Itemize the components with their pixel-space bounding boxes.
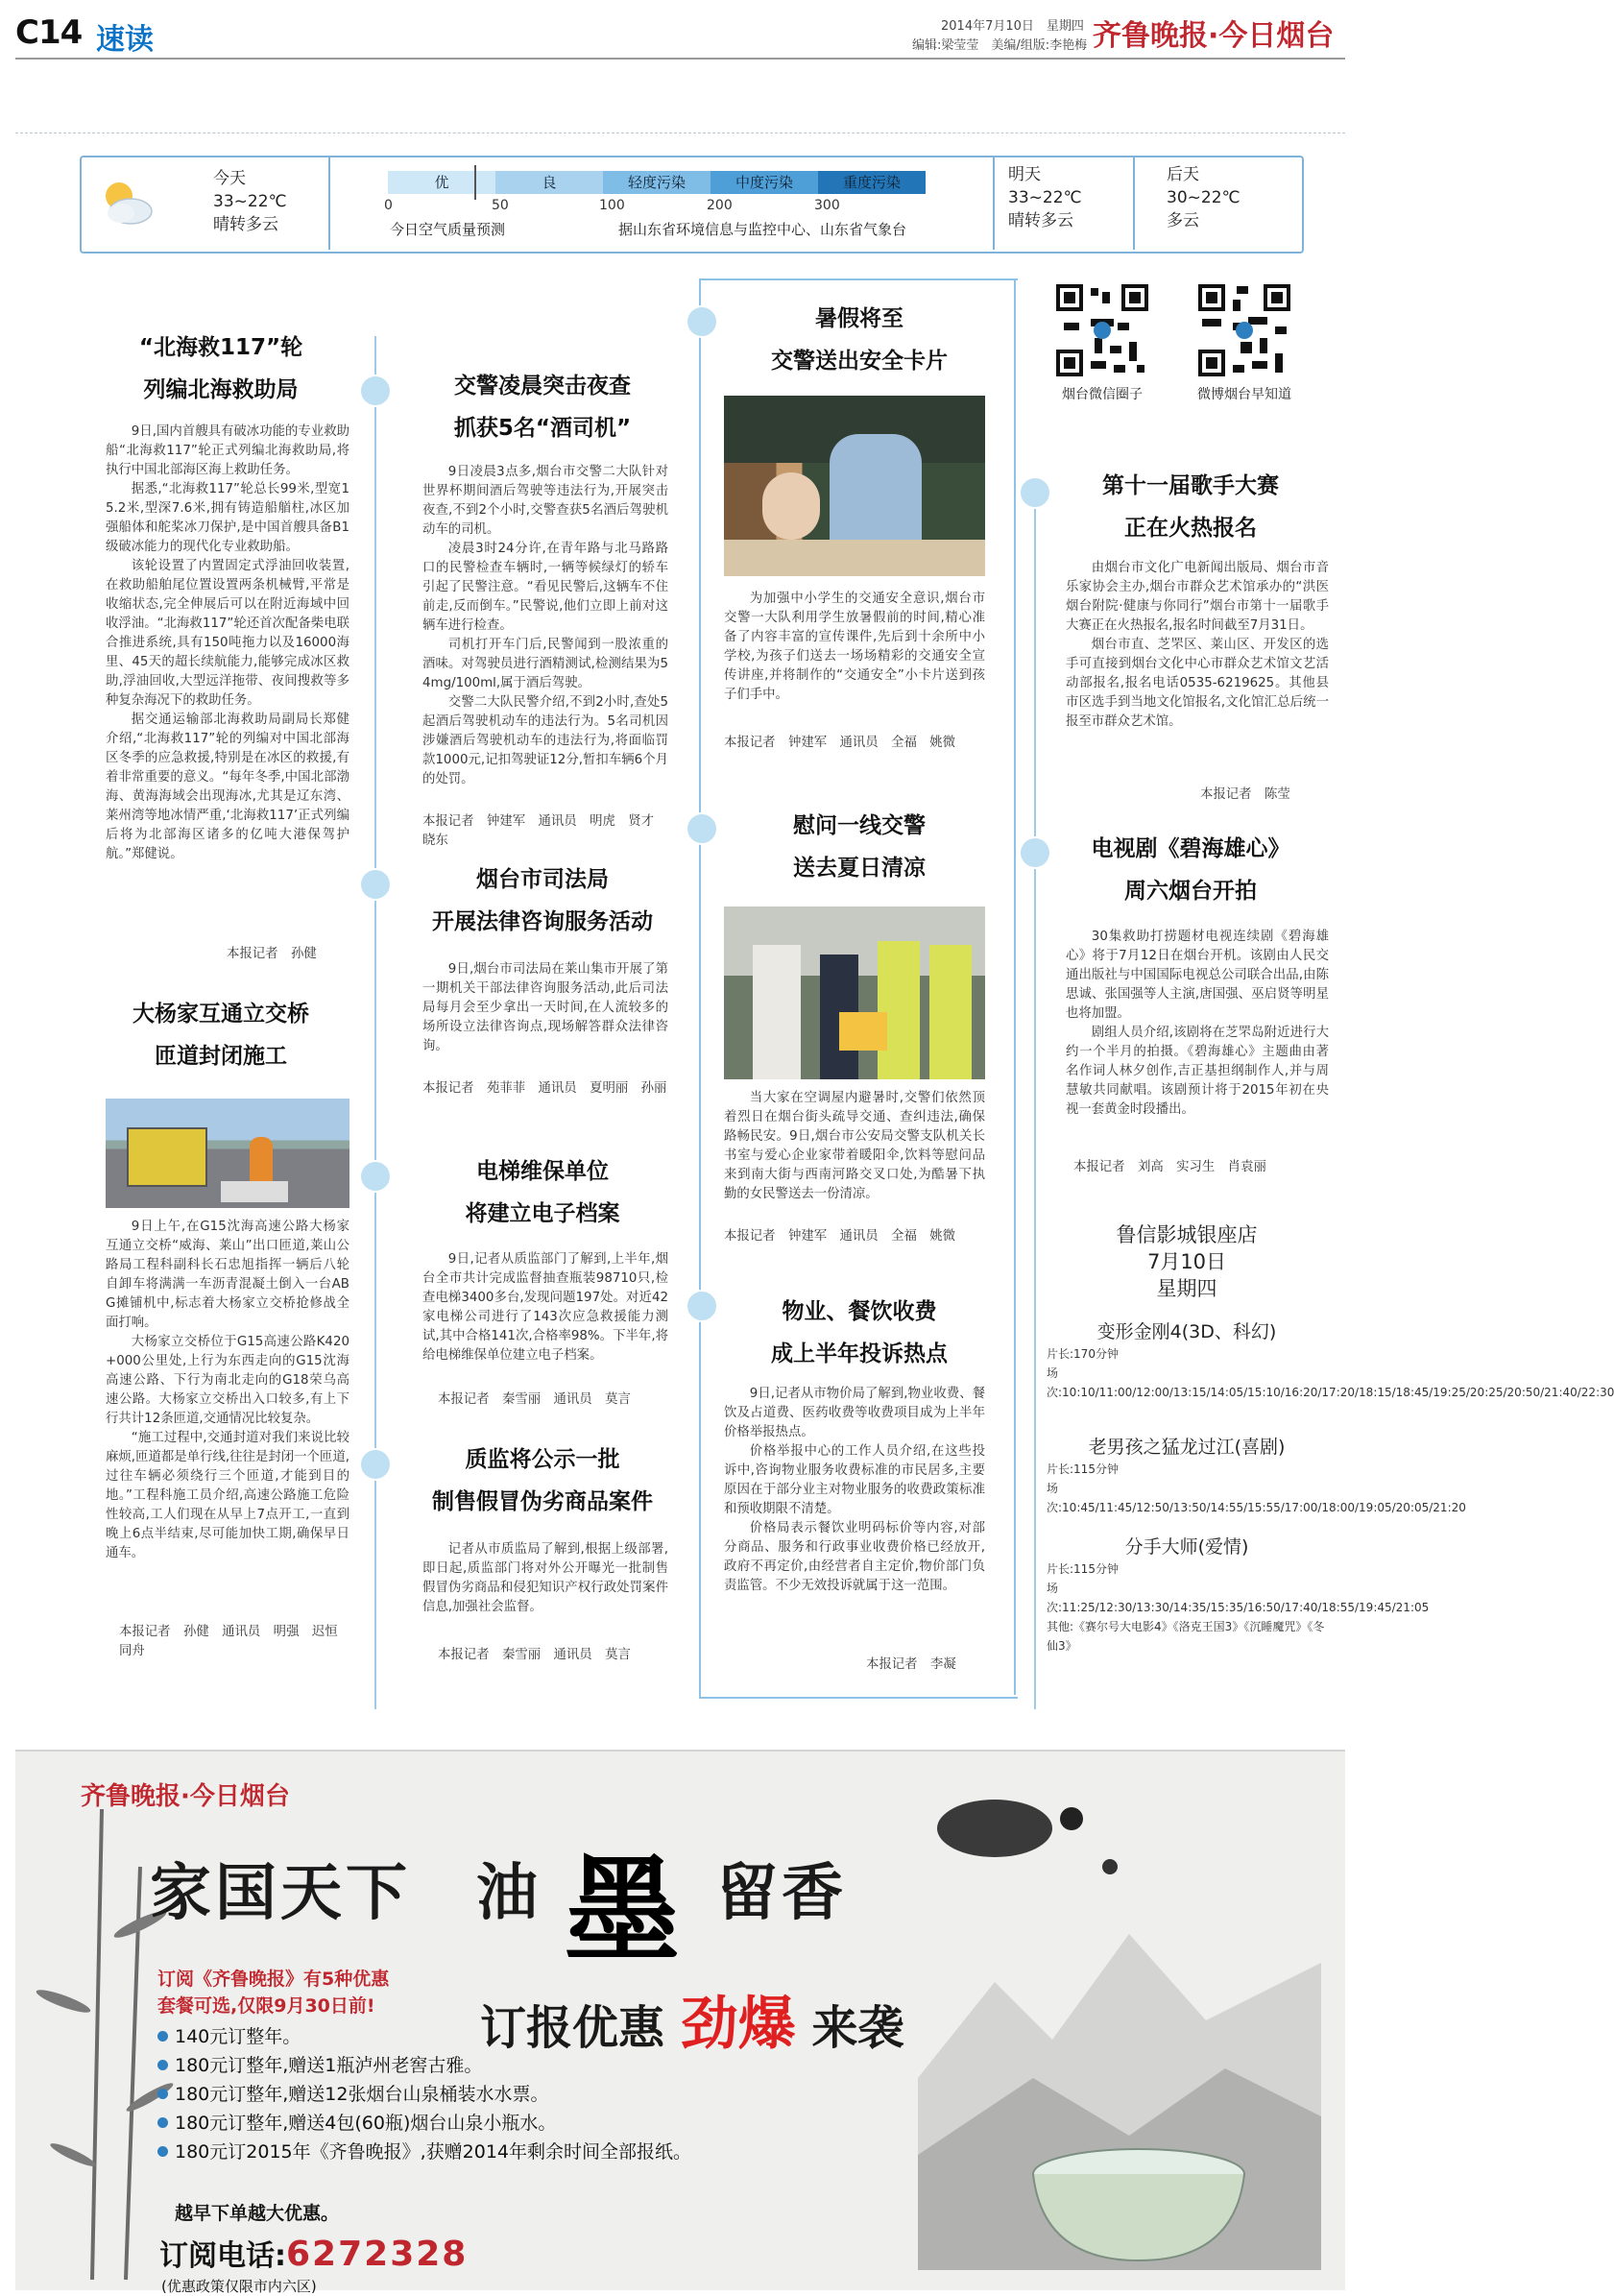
gift-box-shape (839, 1012, 887, 1051)
desk-shape (724, 540, 985, 576)
ad-early-note: 越早下单越大优惠。 (175, 2203, 340, 2224)
timeline-dot (686, 1290, 718, 1322)
timeline-line (374, 336, 376, 1709)
aqi-tick-label: 0 (384, 198, 393, 213)
ad-headline-mo: 墨 (565, 1843, 680, 1978)
aqi-tick-label: 50 (492, 198, 509, 213)
weather-today-text: 今天 33~22℃ 晴转多云 (213, 169, 287, 234)
timeline-dot (686, 812, 718, 845)
aqi-tick-label: 100 (599, 198, 625, 213)
byline: 本报记者 钟建军 通讯员 全福 姚微 (724, 1229, 956, 1244)
qr-caption: 微博烟台早知道 (1197, 387, 1291, 402)
timeline-dot (359, 868, 392, 901)
list-item: 180元订整年,赠送1瓶泸州老窖古雅。 (157, 2051, 691, 2080)
timeline-dot (686, 305, 718, 338)
article-body: 记者从市质监局了解到,根据上级部署,即日起,质监部门将对外公开曝光一批制售假冒伪劣商品和侵犯知识产权行政处罚案件信息,加强社会监督。 (422, 1542, 668, 1614)
column-bracket-top (699, 278, 1016, 280)
ad-subtitle: 套餐可选,仅限9月30日前! (157, 1995, 375, 2017)
column-bracket-right (1014, 278, 1016, 1695)
ad-phone: 订阅电话:6272328 (159, 2235, 469, 2274)
header-dashed-rule (15, 133, 1345, 134)
byline: 本报记者 孙健 (227, 947, 317, 961)
qr-caption: 烟台微信圈子 (1062, 387, 1143, 402)
section-title: 速读 (96, 23, 154, 57)
aqi-level-segment: 重度污染 (818, 171, 926, 194)
weather-tomorrow: 明天 33~22℃ 晴转多云 (1008, 165, 1082, 230)
weather-after-tomorrow: 后天 30~22℃ 多云 (1167, 165, 1241, 230)
byline: 本报记者 秦雪丽 通讯员 莫言 (438, 1648, 631, 1662)
film-schedule: 片长:115分钟 场次:11:25/12:30/13:30/14:35/15:35/16:50/17:40/18:55/19:45/21:05 其他:《赛尔号大电影4》《洛克王国3》《沉睡魔咒》《冬仙3》 (1047, 1562, 1430, 1653)
cinema-date: 7月10日 (1146, 1250, 1227, 1273)
aqi-level-segment: 中度污染 (711, 171, 818, 194)
aqi-level-segment: 良 (495, 171, 603, 194)
sun-cloud-icon (96, 173, 154, 230)
ad-headline-end: 留香 (716, 1858, 847, 1929)
article-body: 9日,记者从市物价局了解到,物业收费、餐饮及占道费、医药收费等收费项目成为上半年价格举报热点。 价格举报中心的工作人员介绍,在这些投诉中,咨询物业服务收费标准的市民居多,主要原因在于部分业主对物业服务的收费政策标准和预收期限不清楚。 价格局表示餐饮业明码标价等内容,对部分商品、服务和行政事业收费价格已经放开,政府不再定价,由经营者自主定价,物价部门负责监管。不少无效投诉就属于这一范围。 (724, 1387, 985, 1593)
newspaper-logo: 齐鲁晚报·今日烟台 (1093, 19, 1335, 53)
byline: 本报记者 李凝 (866, 1657, 956, 1672)
aqi-scale-ticks (384, 198, 926, 215)
police-visit-photo (724, 906, 985, 1079)
film-schedule: 片长:170分钟 场次:10:10/11:00/12:00/13:15/14:05/15:10/16:20/17:20/18:15/18:45/19:25/20:25/20:50/21:40/22:30 (1047, 1347, 1614, 1399)
ad-offer-line: 订报优惠 劲爆 来袭 (480, 1991, 904, 2058)
road-construction-photo (106, 1099, 349, 1208)
aqi-scale-bar (388, 171, 926, 194)
headline: 电视剧《碧海雄心》 周六烟台开拍 (1091, 836, 1290, 904)
aqi-note: 今日空气质量预测 (390, 221, 506, 238)
article-body: 9日,记者从质监部门了解到,上半年,烟台全市共计完成监督抽查瓶装98710只,检查电梯3400多台,发现问题197处。对近42家电梯公司进行了143次应急救援能力测试,其中合格141次,合格率98%。下半年,将给电梯维保单位建立电子档案。 (422, 1252, 668, 1363)
ad-offer-list (157, 2022, 691, 2166)
ad-logo: 齐鲁晚报·今日烟台 (81, 1782, 290, 1811)
traffic-police-classroom-photo (724, 396, 985, 576)
article-body: 由烟台市文化广电新闻出版局、烟台市音乐家协会主办,烟台市群众艺术馆承办的“洪医烟台附院·健康与你同行”烟台市第十一届歌手大赛正在火热报名,报名时间截至7月31日。 烟台市直、芝罘区、莱山区、开发区的选手可直接到烟台文化中心市群众艺术馆文艺活动部报名,报名电话0535-6219625。其他县市区选手到当地文化馆报名,文化馆汇总后统一报至市群众艺术馆。 (1066, 561, 1329, 729)
film-title: 老男孩之猛龙过江(喜剧) (1088, 1437, 1286, 1458)
article-body: 9日,烟台市司法局在莱山集市开展了第一期机关干部法律咨询服务活动,此后司法局每月会至少拿出一天时间,在人流较多的场所设立法律咨询点,现场解答群众法律咨询。 (422, 962, 668, 1053)
headline: 烟台市司法局 开展法律咨询服务活动 (432, 867, 653, 934)
cinema-name: 鲁信影城银座店 (1116, 1223, 1258, 1246)
timeline-dot (359, 375, 392, 407)
byline: 本报记者 孙健 通讯员 明强 迟恒 同舟 (119, 1625, 351, 1658)
timeline-line (1034, 480, 1036, 1709)
police-vest-shape (929, 945, 972, 1079)
child-shape (762, 472, 820, 540)
ink-landscape (918, 1790, 1321, 2270)
list-item: 180元订整年,赠送4包(60瓶)烟台山泉小瓶水。 (157, 2109, 691, 2138)
timeline-dot (1019, 476, 1051, 509)
aqi-tick-label: 300 (814, 198, 840, 213)
article-body: 30集救助打捞题材电视连续剧《碧海雄心》将于7月12日在烟台开机。该剧由人民交通出版社与中国国际电视总公司联合出品,由陈思诚、张国强等人主演,唐国强、巫启贤等明星也将加盟。 剧组人员介绍,该剧将在芝罘岛附近进行大约一个半月的拍摄。《碧海雄心》主题曲由著名作词人林夕创作,吉正基担纲制作人,并与周慧敏共同献唱。该剧预计将于2015年初在央视一套黄金时段播出。 (1066, 930, 1329, 1117)
editors-line: 编辑:梁莹莹 美编/组版:李艳梅 (912, 38, 1088, 53)
headline: 交警凌晨突击夜查 抓获5名“酒司机” (453, 374, 632, 441)
truck-shape (127, 1127, 207, 1187)
byline: 本报记者 秦雪丽 通讯员 莫言 (438, 1392, 631, 1407)
article-body: 为加强中小学生的交通安全意识,烟台市交警一大队利用学生放暑假前的时间,精心准备了内容丰富的宣传课件,先后到十余所中小学校,为孩子们送去一场场精彩的交通安全宣传讲座,并将制作的“交通安全”小卡片送到孩子们手中。 (724, 592, 985, 702)
byline: 本报记者 陈莹 (1200, 787, 1290, 802)
aqi-forecast (328, 156, 995, 250)
aqi-tick-label: 200 (707, 198, 733, 213)
article-body: 9日凌晨3点多,烟台市交警二大队针对世界杯期间酒后驾驶等违法行为,开展突击夜查,不到2个小时,交警查获5名酒后驾驶机动车的司机。 凌晨3时24分许,在青年路与北马路路口的民警检查车辆时,一辆等候绿灯的轿车引起了民警注意。“看见民警后,这辆车不住前走,反而倒车。”民警说,他们立即上前对这辆车进行检查。 司机打开车门后,民警闻到一股浓重的酒味。对驾驶员进行酒精测试,检测结果为54mg/100ml,属于酒后驾驶。 交警二大队民警介绍,不到2小时,查处5起酒后驾驶机动车的违法行为。5名司机因涉嫌酒后驾驶机动车的违法行为,将面临罚款1000元,记扣驾驶证12分,暂扣车辆6个月的处罚。 (422, 465, 668, 786)
list-item: 180元订整年,赠送12张烟台山泉桶装水水票。 (157, 2080, 691, 2109)
ad-subtitle: 订阅《齐鲁晚报》有5种优惠 (157, 1969, 390, 1990)
headline: 慰问一线交警 送去夏日清凉 (793, 813, 926, 881)
timeline-dot (1019, 836, 1051, 869)
issue-date: 2014年7月10日 星期四 (941, 19, 1084, 34)
page-number: C14 (15, 13, 83, 52)
list-item: 140元订整年。 (157, 2022, 691, 2051)
ad-headline: 家国天下 油 (150, 1858, 542, 1929)
headline: 第十一届歌手大赛 正在火热报名 (1102, 473, 1279, 541)
weather-today (96, 163, 326, 240)
headline: 电梯维保单位 将建立电子档案 (465, 1159, 620, 1226)
timeline-dot (359, 1448, 392, 1481)
film-title: 变形金刚4(3D、科幻) (1096, 1321, 1277, 1342)
wechat-qr-code (1056, 284, 1148, 376)
aqi-source: 据山东省环境信息与监控中心、山东省气象台 (618, 221, 907, 238)
byline: 本报记者 刘高 实习生 肖袁丽 (1073, 1160, 1266, 1174)
subscription-ad (15, 1750, 1345, 2295)
article-body: 当大家在空调屋内避暑时,交警们依然顶着烈日在烟台街头疏导交通、查纠违法,确保路畅民安。9日,烟台市公安局交警支队机关长书室与爱心企业家带着暖阳伞,饮料等慰问品来到南大街与西南河路交叉口处,为酷暑下执勤的女民警送去一份清凉。 (724, 1091, 985, 1201)
article-body: 9日,国内首艘具有破冰功能的专业救助船“北海救117”轮正式列编北海救助局,将执行中国北部海区海上救助任务。 据悉,“北海救117”轮总长99米,型宽15.2米,型深7.6米,拥有铸造船艏柱,冰区加强船体和舵桨冰刀保护,是中国首艘具备B1级破冰能力的现代化专业救助船。 该轮设置了内置固定式浮油回收装置,在救助船舶尾位置设置两条机械臂,平常是收缩状态,完全伸展后可以在附近海域中回收浮油。“北海救117”轮还首次配备柴电联合推进系统,具有150吨拖力以及16000海里、45天的超长续航能力,能够完成冰区救助,浮油回收,大型远洋拖带、夜间搜救等多种复杂海况下的救助任务。 据交通运输部北海救助局副局长郑健介绍,“北海救117”轮的列编对中国北部海区冬季的应急救援,特别是在冰区的救援,有着非常重要的意义。“每年冬季,中国北部渤海、黄海海域会出现海冰,尤其是辽东湾、莱州湾等地冰情严重,‘北海救117’正式列编后将为北部海区诸多的亿吨大港保驾护航。”郑健说。 (106, 424, 349, 861)
person-shape (753, 945, 801, 1079)
headline: 大杨家互通立交桥 匝道封闭施工 (132, 1002, 309, 1069)
cinema-weekday: 星期四 (1156, 1277, 1217, 1300)
headline: “北海救117”轮 列编北海救助局 (138, 335, 303, 402)
header-rule (15, 58, 1345, 60)
weibo-qr-code (1198, 284, 1290, 376)
article-body: 9日上午,在G15沈海高速公路大杨家互通立交桥“威海、莱山”出口匝道,莱山公路局工程科副科长石忠旭指挥一辆后八轮自卸车将满满一车沥青混凝土倒入一台ABG摊铺机中,标志着大杨家立交桥抢修战全面打响。 大杨家立交桥位于G15高速公路K420+000公里处,上行为东西走向的G15沈海高速公路、下行为南北走向的G18荣乌高速公路。大杨家立交桥出入口较多,有上下行共计12条匝道,交通情况比较复杂。 “施工过程中,交通封道对我们来说比较麻烦,匝道都是单行线,往往是封闭一个匝道,过往车辆必须绕行三个匝道,才能到目的地。”工程科施工员介绍,高速公路施工危险性较高,工人们现在从早上7点开工,一直到晚上6点半结束,尽可能加快工期,确保早日通车。 (106, 1220, 349, 1560)
film-title: 分手大师(爱情) (1124, 1536, 1249, 1558)
timeline-dot (359, 1160, 392, 1193)
byline: 本报记者 钟建军 通讯员 全福 姚微 (724, 736, 956, 750)
list-item: 180元订2015年《齐鲁晚报》,获赠2014年剩余时间全部报纸。 (157, 2138, 691, 2166)
aqi-level-segment: 优 (388, 171, 495, 194)
byline: 本报记者 苑菲菲 通讯员 夏明丽 孙丽 (422, 1081, 667, 1096)
headline: 质监将公示一批 制售假冒伪劣商品案件 (432, 1447, 653, 1514)
police-vest-shape (878, 941, 920, 1079)
aqi-level-segment: 轻度污染 (603, 171, 711, 194)
byline: 本报记者 钟建军 通讯员 明虎 贤才 晓东 (422, 814, 667, 848)
aqi-marker (474, 165, 476, 200)
weather-divider (1133, 156, 1135, 250)
headline: 暑假将至 交警送出安全卡片 (771, 306, 948, 374)
ad-footnote: (优惠政策仅限市内六区) (161, 2278, 317, 2295)
machine-shape (221, 1181, 288, 1202)
film-schedule: 片长:115分钟 场次:10:45/11:45/12:50/13:50/14:55/15:55/17:00/18:00/19:05/20:05/21:20 (1047, 1462, 1466, 1514)
headline: 物业、餐饮收费 成上半年投诉热点 (771, 1299, 948, 1366)
